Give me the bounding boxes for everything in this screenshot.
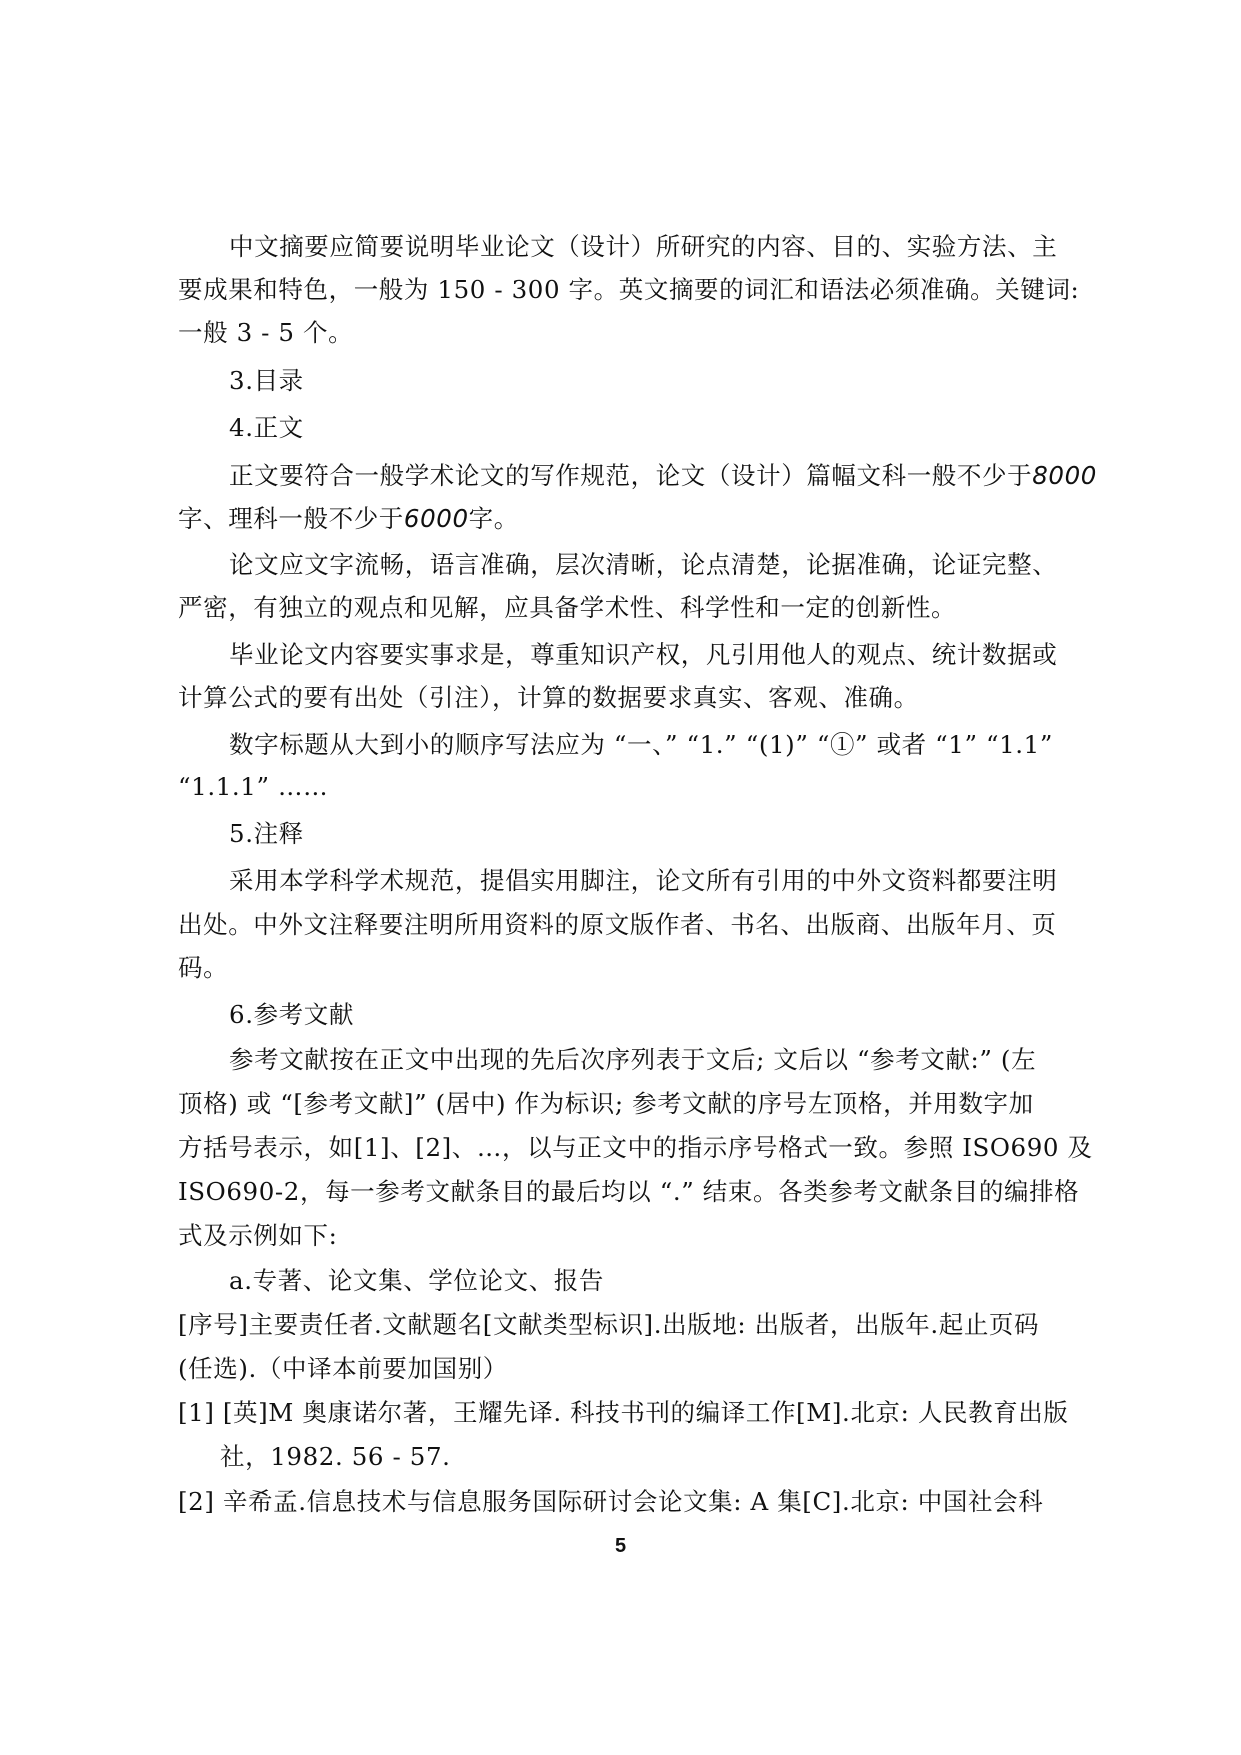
body3-line-2: 计算公式的要有出处（引注），计算的数据要求真实、客观、准确。 [178,683,919,712]
refs-line-3: 方括号表示，如[1]、[2]、…，以与正文中的指示序号格式一致。参照 ISO690 及 [178,1133,1093,1162]
notes-line-2: 出处。中外文注释要注明所用资料的原文版作者、书名、出版商、出版年月、页 [178,910,1057,939]
body4-line-1: 数字标题从大到小的顺序写法应为 “一、” “1.” “(1)” “①” 或者 “1” “1.1” [229,730,1053,759]
notes-line-1: 采用本学科学术规范，提倡实用脚注，论文所有引用的中外文资料都要注明 [229,866,1058,895]
body-text: 字。 [468,504,519,533]
refs-line-5: 式及示例如下: [178,1221,338,1250]
heading-references: 6.参考文献 [229,1000,354,1029]
format-line-1: [序号]主要责任者.文献题名[文献类型标识].出版地: 出版者，出版年.起止页码 [178,1310,1040,1339]
abstract-line-3: 一般 3 - 5 个。 [178,318,354,347]
abstract-line-2: 要成果和特色，一般为 150 - 300 字。英文摘要的词汇和语法必须准确。关键词: [178,275,1080,304]
reference-example-1: [1] [英]M 奥康诺尔著，王耀先译. 科技书刊的编译工作[M].北京: 人民教育出版 [178,1398,1069,1427]
body-text: 正文要符合一般学术论文的写作规范，论文（设计）篇幅文科一般不少于 [229,461,1033,490]
heading-notes: 5.注释 [229,819,304,848]
page-number: 5 [614,1535,627,1557]
refs-line-1: 参考文献按在正文中出现的先后次序列表于文后; 文后以 “参考文献:” (左 [229,1045,1037,1074]
reference-example-1-cont: 社，1982. 56 - 57. [220,1442,451,1471]
heading-contents: 3.目录 [229,366,304,395]
body4-line-2: “1.1.1” …… [178,772,329,801]
reference-example-2: [2] 辛希孟.信息技术与信息服务国际研讨会论文集: A 集[C].北京: 中国社会科 [178,1487,1044,1516]
format-line-2: (任选).（中译本前要加国别） [178,1354,508,1383]
abstract-line-1: 中文摘要应简要说明毕业论文（设计）所研究的内容、目的、实验方法、主 [229,232,1058,261]
notes-line-3: 码。 [178,953,229,982]
body-line-2 [178,504,519,534]
refs-line-2: 顶格) 或 “[参考文献]” (居中) 作为标识; 参考文献的序号左顶格，并用数字加 [178,1089,1034,1118]
word-count-science: 6000 [403,504,469,533]
body-line-1 [229,461,1097,491]
body2-line-1: 论文应文字流畅，语言准确，层次清晰，论点清楚，论据准确，论证完整、 [229,550,1058,579]
word-count-liberal-arts: 8000 [1032,461,1097,490]
refs-line-4: ISO690-2，每一参考文献条目的最后均以 “.” 结束。各类参考文献条目的编排格 [178,1177,1080,1206]
body2-line-2: 严密，有独立的观点和见解，应具备学术性、科学性和一定的创新性。 [178,593,957,622]
heading-monographs: a.专著、论文集、学位论文、报告 [229,1266,604,1295]
heading-body: 4.正文 [229,413,304,442]
body-text: 字、理科一般不少于 [178,504,404,533]
body3-line-1: 毕业论文内容要实事求是，尊重知识产权，凡引用他人的观点、统计数据或 [229,640,1058,669]
